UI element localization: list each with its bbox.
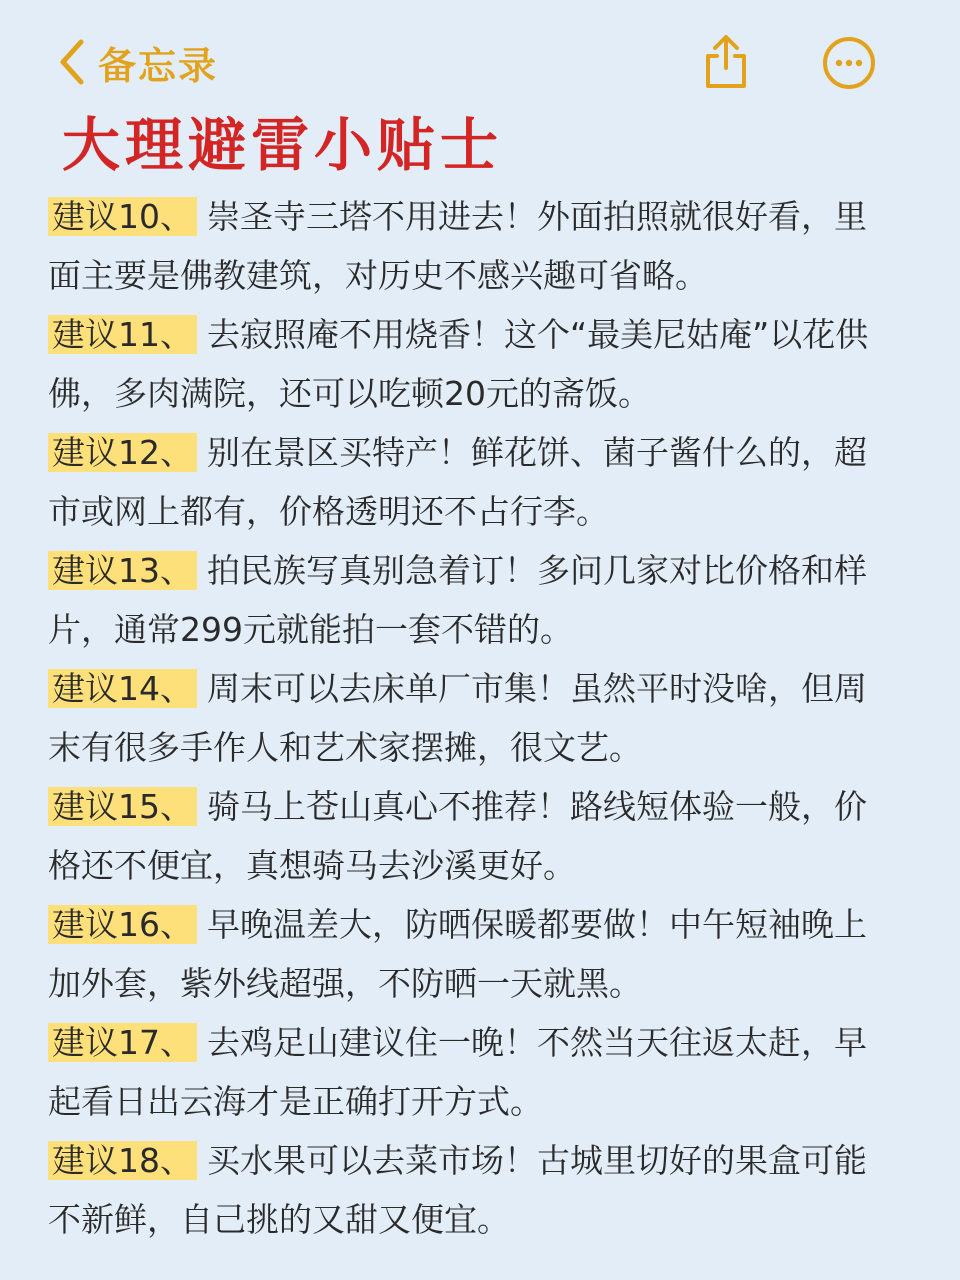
tip-text: 拍民族写真别急着订！多问几家对比价格和样片，通常299元就能拍一套不错的。 — [48, 551, 867, 649]
tip-text: 去寂照庵不用烧香！这个“最美尼姑庵”以花供佛，多肉满院，还可以吃顿20元的斋饭。 — [48, 315, 869, 413]
tips-list — [48, 187, 893, 1249]
tip-text: 去鸡足山建议住一晚！不然当天往返太赶，早起看日出云海才是正确打开方式。 — [48, 1023, 867, 1121]
chevron-left-icon — [52, 36, 92, 88]
tip-label: 建议18、 — [48, 1141, 197, 1180]
page-title: 大理避雷小贴士 — [62, 111, 504, 179]
tip-item — [48, 1131, 893, 1249]
tip-item — [48, 305, 893, 423]
tip-label: 建议17、 — [48, 1023, 197, 1062]
tip-item — [48, 187, 893, 305]
tip-text: 骑马上苍山真心不推荐！路线短体验一般，价格还不便宜，真想骑马去沙溪更好。 — [48, 787, 867, 885]
tip-item — [48, 1013, 893, 1131]
tip-label: 建议15、 — [48, 787, 197, 826]
tip-label: 建议14、 — [48, 669, 197, 708]
tip-item — [48, 895, 893, 1013]
share-button[interactable] — [700, 32, 752, 92]
tip-label: 建议10、 — [48, 197, 197, 236]
tip-label: 建议12、 — [48, 433, 197, 472]
tip-text: 周末可以去床单厂市集！虽然平时没啥，但周末有很多手作人和艺术家摆摊，很文艺。 — [48, 669, 867, 767]
tip-label: 建议11、 — [48, 315, 197, 354]
back-label: 备忘录 — [98, 43, 219, 88]
tip-item — [48, 659, 893, 777]
tip-text: 买水果可以去菜市场！古城里切好的果盒可能不新鲜，自己挑的又甜又便宜。 — [48, 1141, 867, 1239]
tip-item — [48, 423, 893, 541]
more-button[interactable] — [820, 34, 878, 92]
tip-label: 建议13、 — [48, 551, 197, 590]
tip-item — [48, 777, 893, 895]
tip-label: 建议16、 — [48, 905, 197, 944]
tip-text: 早晚温差大，防晒保暖都要做！中午短袖晚上加外套，紫外线超强，不防晒一天就黑。 — [48, 905, 867, 1003]
tip-item — [48, 541, 893, 659]
tip-text: 别在景区买特产！鲜花饼、菌子酱什么的，超市或网上都有，价格透明还不占行李。 — [48, 433, 867, 531]
more-icon — [820, 34, 878, 92]
navigation-bar — [0, 0, 960, 115]
tip-text: 崇圣寺三塔不用进去！外面拍照就很好看，里面主要是佛教建筑，对历史不感兴趣可省略。 — [48, 197, 867, 295]
share-icon — [700, 32, 752, 92]
back-button[interactable] — [52, 34, 218, 90]
